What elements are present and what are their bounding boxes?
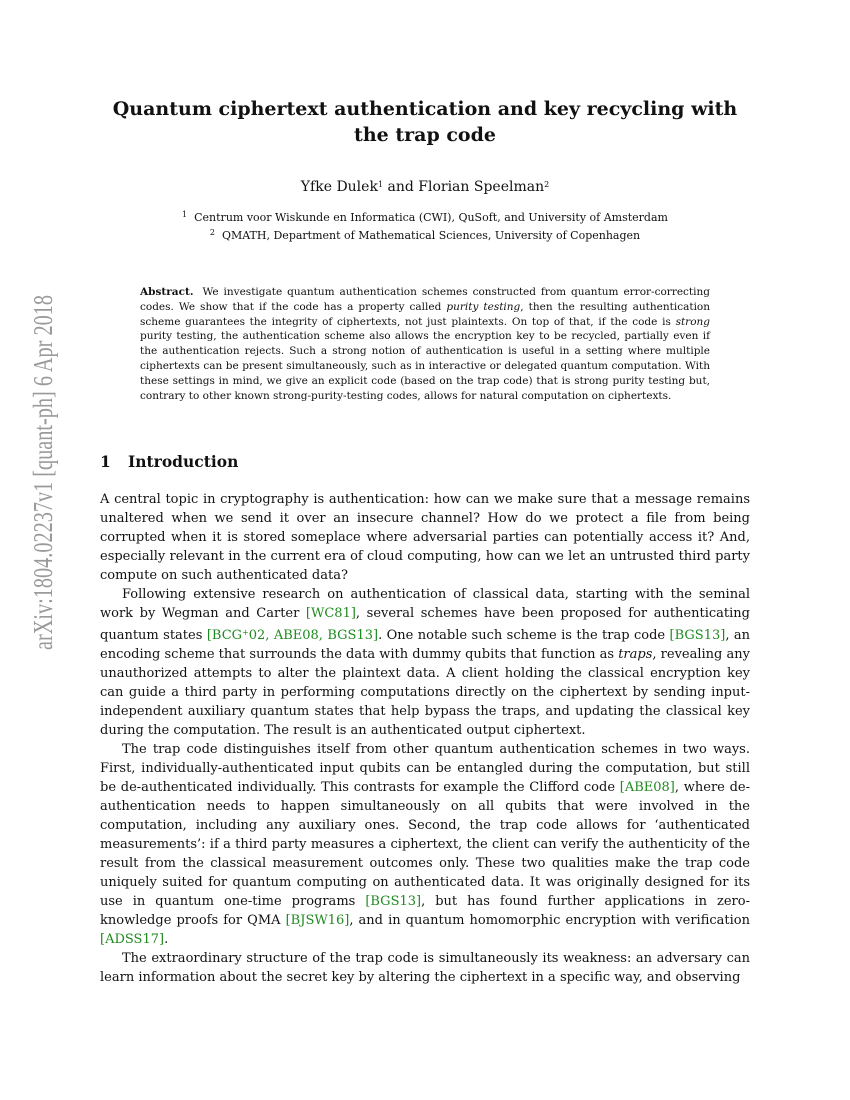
arxiv-identifier-stamp — [20, 290, 62, 650]
section-number: 1 — [100, 452, 111, 471]
body-paragraph: A central topic in cryptography is authentication: how can we make sure that a message remains unaltered when we send it over an insecure channel? How do we protect a file from being corrupted when it is stored someplace where adversarial parties can potentially access it? And, especially relevant in the current era of cloud computing, how can we let an untrusted third party compute on such authenticated data? — [100, 492, 750, 583]
affiliation-text: Centrum voor Wiskunde en Informatica (CWI), QuSoft, and University of Amsterdam — [194, 211, 668, 224]
paragraph-text: , several schemes have been proposed for authenticating quantum states — [100, 606, 750, 643]
citation-link[interactable]: [BJSW16] — [285, 913, 350, 928]
citation-superscript: + — [242, 628, 249, 637]
affiliation-line — [100, 225, 750, 243]
section-title: Introduction — [128, 452, 239, 471]
paragraph-text: The trap code distinguishes itself from other quantum authentication schemes in two ways. First, individually-authenticated input qubits can be entangled during the computation, but still be de-authenticated individually. This contrasts for example the Clifford code — [100, 742, 750, 795]
abstract-text: We investigate quantum authentication schemes constructed from quantum error-correcting codes. We show that if the code has a property called — [140, 286, 710, 313]
abstract-emphasis: purity testing — [446, 300, 521, 313]
abstract — [140, 285, 710, 403]
affiliation-mark: 1 — [377, 180, 384, 189]
affiliation-text: QMATH, Department of Mathematical Sciences, University of Copenhagen — [221, 229, 641, 242]
paragraph-text: Following extensive research on authentication of classical data, starting with the seminal work by Wegman and Carter — [100, 587, 750, 621]
arxiv-stamp-svg — [20, 290, 62, 650]
abstract-label: Abstract. — [140, 286, 194, 298]
introduction-body — [100, 490, 750, 987]
affiliation-mark: 2 — [209, 228, 215, 237]
author-list — [100, 176, 750, 196]
citation-link[interactable]: [BGS13] — [669, 628, 726, 643]
abstract-text: purity testing, the authentication scheme also allows the encryption key to be recycled, partially even if the authentication rejects. Such a strong notion of authentication is useful in a setting where multiple ciphertexts can be present simultaneously, such as in interactive or delegated quantum computation. With these settings in mind, we give an explicit code (based on the trap code) that is strong purity testing but, contrary to other known strong-purity-testing codes, allows for natural computation on ciphertexts. — [140, 330, 710, 402]
affiliation-mark: 2 — [544, 180, 550, 189]
citation-link[interactable]: [BGS13] — [365, 894, 422, 909]
emphasis-text: traps — [618, 647, 653, 662]
citation-link[interactable]: [ADSS17] — [100, 932, 165, 947]
citation-link[interactable]: [WC81] — [305, 606, 356, 621]
affiliation-line — [100, 207, 750, 225]
citation-text: [BCG — [206, 628, 243, 643]
affiliation-list — [100, 207, 750, 243]
paragraph-text: , and in quantum homomorphic encryption with verification — [349, 913, 750, 928]
author-name: Yfke Dulek — [300, 179, 378, 195]
citation-link[interactable] — [207, 628, 378, 643]
paper-title: Quantum ciphertext authentication and key recycling with the trap code — [112, 98, 738, 146]
paragraph-text: , but has found further applications in zero-knowledge proofs for QMA — [100, 894, 750, 928]
citation-text: 02, ABE08, BGS13] — [248, 628, 379, 643]
author-separator: and — [383, 179, 419, 195]
paragraph-text: . — [164, 932, 169, 947]
paragraph-text: . One notable such scheme is the trap code — [378, 628, 670, 643]
paragraph-text: , an encoding scheme that surrounds the data with dummy qubits that function as — [100, 628, 751, 662]
affiliation-mark: 1 — [182, 210, 188, 219]
section-heading — [100, 452, 750, 471]
paragraph-text: , revealing any unauthorized attempts to alter the plaintext data. A client holding the classical encryption key can guide a third party in performing computations directly on the ciphertext by sending input-independent auxiliary quantum states that help bypass the traps, and updating the classical key during the computation. The result is an authenticated output ciphertext. — [100, 647, 750, 738]
abstract-text: , then the resulting authentication scheme guarantees the integrity of ciphertexts, not just plaintexts. On top of that, if the code is — [140, 300, 711, 328]
body-paragraph — [100, 585, 750, 740]
arxiv-id-text: arXiv:1804.02237v1 [quant-ph] 6 Apr 2018 — [28, 290, 58, 650]
body-paragraph: The extraordinary structure of the trap code is simultaneously its weakness: an adversary can learn information about the secret key by altering the ciphertext in a specific way, and observing — [100, 951, 750, 985]
paragraph-text: , where de-authentication needs to happen simultaneously on all qubits that were involved in the computation, including any auxiliary ones. Second, the trap code allows for ‘authenticated measurements’: if a third party measures a ciphertext, the client can verify the authenticity of the result from the classical measurement outcomes only. These two qualities make the trap code uniquely suited for quantum computing on authenticated data. It was originally designed for its use in quantum one-time programs — [100, 780, 751, 909]
abstract-emphasis: strong — [675, 315, 710, 328]
body-paragraph — [100, 740, 750, 949]
author-name: Florian Speelman — [418, 179, 545, 195]
citation-link[interactable]: [ABE08] — [619, 780, 675, 795]
